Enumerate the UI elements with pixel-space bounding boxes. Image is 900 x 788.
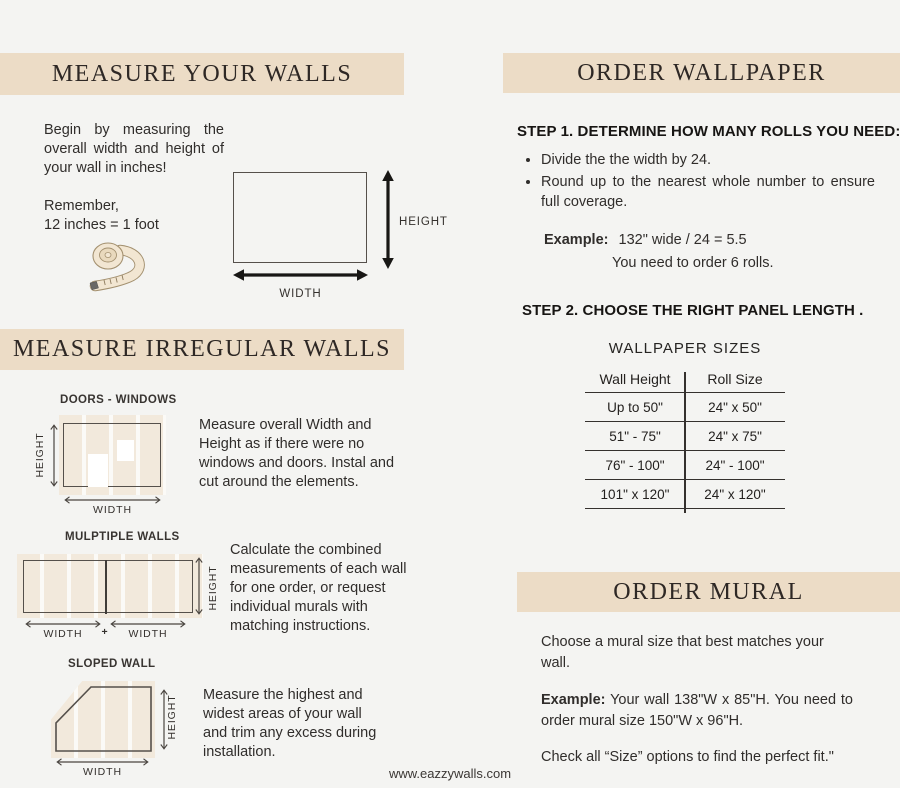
wallpaper-sizes-table: [585, 366, 785, 509]
table-column-divider: [684, 372, 686, 513]
order-wallpaper-title: ORDER WALLPAPER: [577, 59, 826, 86]
window-shape: [117, 440, 134, 461]
mural-intro: Choose a mural size that best matches your wall.: [541, 634, 824, 671]
height-label: HEIGHT: [166, 694, 178, 740]
door-shape: [88, 454, 108, 487]
table-cell: 101" x 120": [600, 486, 670, 502]
order-mural-title: ORDER MURAL: [613, 578, 804, 605]
table-cell: Up to 50": [607, 399, 663, 415]
bullet-item: • Divide the the width by 24.: [541, 150, 875, 171]
width-label: WIDTH: [43, 628, 83, 640]
sloped-wall-outline: [55, 686, 153, 753]
doors-windows-text: Measure overall Width and Height as if there were no windows and doors. Instal and cut around the elements.: [199, 417, 395, 490]
example-value: 132" wide / 24 = 5.5: [618, 232, 747, 248]
doors-windows-label: DOORS - WINDOWS: [60, 394, 177, 406]
width-label: WIDTH: [93, 504, 132, 516]
width-label: WIDTH: [279, 288, 322, 300]
height-arrow-icon: [194, 556, 204, 616]
step1-example: [544, 229, 774, 274]
measure-walls-title: MEASURE YOUR WALLS: [51, 60, 353, 87]
height-label: HEIGHT: [399, 216, 448, 228]
wall-rectangle: [233, 172, 367, 263]
wall-divider-line: [105, 560, 107, 614]
measure-walls-title-bar: [0, 53, 404, 95]
table-header-cell: Wall Height: [599, 371, 671, 387]
remember-line-2: 12 inches = 1 foot: [44, 217, 159, 233]
irregular-walls-title: MEASURE IRREGULAR WALLS: [12, 336, 392, 362]
width-arrow-icon: [233, 267, 368, 283]
example-label: Example:: [541, 692, 606, 708]
example-text: Your wall 138"W x 85"H. You need to order mural size 150"W x 96"H.: [541, 692, 853, 729]
table-cell: 51" - 75": [609, 428, 661, 444]
plus-sign: +: [101, 626, 109, 638]
remember-text: [44, 197, 159, 235]
sloped-wall-text: Measure the highest and widest areas of your wall and trim any excess during installation.: [203, 687, 377, 760]
website-footer: www.eazzywalls.com: [388, 766, 512, 781]
height-arrow-icon: [380, 170, 396, 269]
table-cell: 24" - 100": [705, 457, 765, 473]
irregular-walls-title-bar: [0, 329, 404, 370]
multiple-walls-text: Calculate the combined measurements of each wall for one order, or request individual murals with matching instructions.: [230, 542, 407, 634]
height-label: HEIGHT: [207, 565, 219, 611]
width-label: WIDTH: [83, 766, 122, 778]
remember-line-1: Remember,: [44, 198, 119, 214]
example-result: You need to order 6 rolls.: [612, 254, 774, 271]
intro-paragraph: Begin by measuring the overall width and height of your wall in inches!: [44, 122, 224, 176]
mural-note: Check all “Size” options to find the perfect fit.": [541, 749, 834, 765]
example-label: Example:: [544, 232, 609, 248]
height-arrow-icon: [49, 423, 59, 488]
tape-measure-icon: [82, 239, 152, 297]
table-cell: 24" x 75": [708, 428, 762, 444]
sloped-wall-label: SLOPED WALL: [68, 658, 156, 670]
height-label: HEIGHT: [34, 432, 46, 478]
multiple-walls-outline: [23, 560, 193, 613]
step1-heading: STEP 1. DETERMINE HOW MANY ROLLS YOU NEED:: [517, 123, 900, 140]
multiple-walls-label: MULPTIPLE WALLS: [65, 531, 180, 543]
doors-windows-wall-outline: [63, 423, 161, 487]
order-mural-title-bar: [517, 572, 900, 612]
step1-bullet-list: [524, 150, 875, 214]
step2-heading: STEP 2. CHOOSE THE RIGHT PANEL LENGTH .: [522, 302, 864, 319]
mural-example: [541, 690, 853, 732]
table-cell: 24" x 50": [708, 399, 762, 415]
width-label: WIDTH: [128, 628, 168, 640]
table-header-cell: Roll Size: [707, 371, 763, 387]
table-cell: 24" x 120": [704, 486, 766, 502]
order-wallpaper-title-bar: [503, 53, 900, 93]
bullet-item: • Round up to the nearest whole number to ensure full coverage.: [541, 172, 875, 213]
wallpaper-sizes-title: WALLPAPER SIZES: [608, 340, 762, 357]
table-cell: 76" - 100": [605, 457, 665, 473]
